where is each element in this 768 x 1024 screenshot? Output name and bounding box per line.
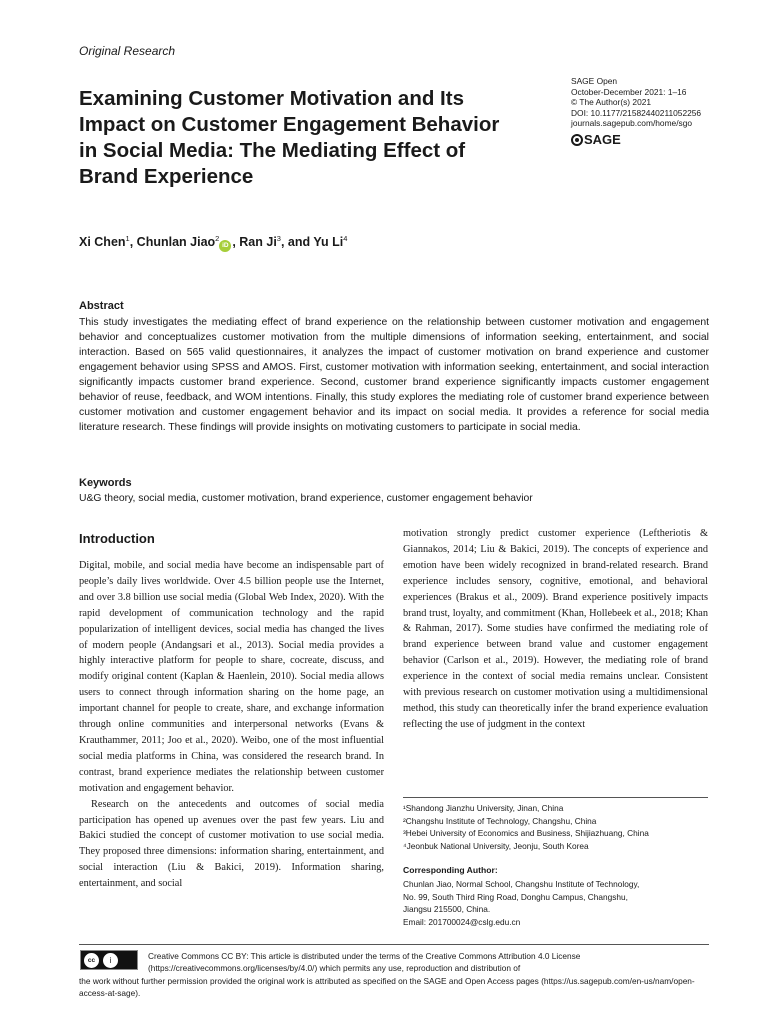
author-name: Ran Ji [239, 235, 277, 250]
author-name: Xi Chen [79, 235, 126, 250]
cc-icon: cc [84, 953, 99, 968]
doi-link[interactable]: DOI: 10.1177/21582440211052256 [571, 107, 702, 118]
body-paragraph: Research on the antecedents and outcomes of social media participation has opened up avenues over the past few years. Liu and Bakici studied the concept of customer motivation to use social media. They proposed three dimensions: information sharing, entertainment, and social interaction (Liu & Bakici, 2019). Information sharing, entertainment, and social [79, 798, 384, 890]
section-label: Original Research [79, 44, 176, 58]
abstract-text: This study investigates the mediating effect of brand experience on the relationship between customer motivation and engagement behavior and conceptualizes customer motivation from the multiple dimensions of information seeking, entertainment, and social interaction. Based on 565 valid questionnaires, it analyzes the impact of customer motivation on brand experience and customer engagement behavior using SPSS and AMOS. First, customer motivation with information seeking, entertainment, and social interaction significantly impacts customer brand experience. Second, customer brand experience significantly impacts customer engagement behavior of reuse, feedback, and WOM intentions. Finally, this study explores the mediating role of customer brand experience between customer motivation and customer engagement behavior and its impact on social media. It provides a reference for social media literature research. These findings will provide insights on motivating customers to participate in social media. [79, 317, 709, 433]
body-paragraph: Digital, mobile, and social media have become an indispensable part of people’s daily lives worldwide. Over 4.5 billion people use the Internet, and over 3.8 billion use social media (Global Web Index, 2020). With the rapid development of communication technology and the rapid popularization of intelligent devices, social media has changed the lives of modern people (Andangsari et al., 2013). Social media provides a highly interactive platform for people to share, cocreate, discuss, and modify original content (Kaplan & Haenlein, 2010). Social media allows users to connect through information sharing on the home page, an important channel for people to create, share, and exchange information through online communities and interpersonal networks (Evans & Krauthammer, 2011; Joo et al., 2020). Weibo, one of the most influential social media platforms in China, was considered the research brand. In contrast, brand experience mediates the relationship between customer motivation and engagement behavior. [79, 560, 384, 794]
body-paragraph: motivation strongly predict customer experience (Leftheriotis & Giannakos, 2014; Liu & Bakici, 2019). The concepts of experience and emotion have been widely recognized in brand-related research. Brand experience includes sensory, cognitive, emotional, and behavioral experiences (Brakus et al., 2009). Brand experience positively impacts brand trust, loyalty, and commitment (Khan, Hollebeek et al., 2018; Khan & Rahman, 2017). Some studies have confirmed the mediating role of brand experience between brand value and customer engagement behavior (Carlson et al., 2019). However, the mediating role of brand experience in the context of social media remains unclear. Consistent with previous research on customer motivation using a multidimensional method, this study can theoretically infer the brand experience evaluation reflecting the use of judgment in the context [403, 528, 708, 730]
author-separator: , [232, 235, 240, 250]
sage-logo-text: SAGE [584, 132, 621, 147]
corresponding-author-details [403, 878, 708, 928]
copyright: © The Author(s) 2021 [571, 97, 652, 108]
affiliation-item: ¹Shandong Jianzhu University, Jinan, China [403, 803, 564, 813]
author-separator: , and [280, 235, 314, 250]
affiliations [403, 802, 708, 852]
body-column-right [403, 526, 708, 733]
author-list [79, 234, 347, 252]
corresponding-line: Jiangsu 215500, China. [403, 904, 491, 915]
author-separator: , [129, 235, 137, 250]
journal-url-link[interactable]: journals.sagepub.com/home/sgo [571, 118, 693, 129]
author-name: Chunlan Jiao [136, 235, 216, 250]
corresponding-line: No. 99, South Third Ring Road, Donghu Campus, Changshu, [403, 891, 628, 902]
author-name: Yu Li [313, 235, 344, 250]
author-affil-mark: 3 [276, 234, 281, 243]
article-title: Examining Customer Motivation and Its Impact on Customer Engagement Behavior in Social Media: The Mediating Effect of Brand Experience [79, 87, 500, 188]
author-affil-mark: 2 [215, 234, 220, 243]
license-text: Creative Commons CC BY: This article is distributed under the terms of the Creative Commons Attribution 4.0 License (https://creativecommons.org/licenses/by/4.0/) which permits any use, reproduction and distribution of [148, 951, 581, 974]
orcid-icon[interactable]: iD [219, 240, 231, 252]
cc-by-badge[interactable] [80, 950, 138, 970]
corresponding-email[interactable]: Email: 201700024@cslg.edu.cn [403, 916, 521, 927]
journal-issue: October-December 2021: 1–16 [571, 86, 687, 97]
journal-info [571, 76, 756, 129]
abstract-heading: Abstract [79, 300, 124, 312]
author-affil-mark: 1 [125, 234, 130, 243]
license-divider [79, 944, 709, 945]
affiliation-item: ³Hebei University of Economics and Business, Shijiazhuang, China [403, 828, 649, 839]
affiliation-item: ⁴Jeonbuk National University, Jeonju, South Korea [403, 840, 589, 851]
sage-logo [571, 132, 621, 147]
sage-mark-icon [571, 134, 583, 146]
corresponding-author-heading: Corresponding Author: [403, 865, 498, 875]
introduction-heading: Introduction [79, 531, 155, 546]
affiliation-divider [403, 797, 708, 798]
keywords-text: U&G theory, social media, customer motivation, brand experience, customer engagement behavior [79, 493, 533, 504]
license-text-continued: the work without further permission provided the original work is attributed as specified on the SAGE and Open Access pages (https://us.sagepub.com/en-us/nam/open-access-at-sage). [79, 976, 695, 999]
keywords-heading: Keywords [79, 477, 132, 489]
author-affil-mark: 4 [343, 234, 348, 243]
corresponding-line: Chunlan Jiao, Normal School, Changshu Institute of Technology, [403, 879, 640, 889]
body-column-left [79, 558, 384, 892]
by-icon: i [103, 953, 118, 968]
journal-name: SAGE Open [571, 76, 618, 86]
affiliation-item: ²Changshu Institute of Technology, Changshu, China [403, 815, 597, 826]
